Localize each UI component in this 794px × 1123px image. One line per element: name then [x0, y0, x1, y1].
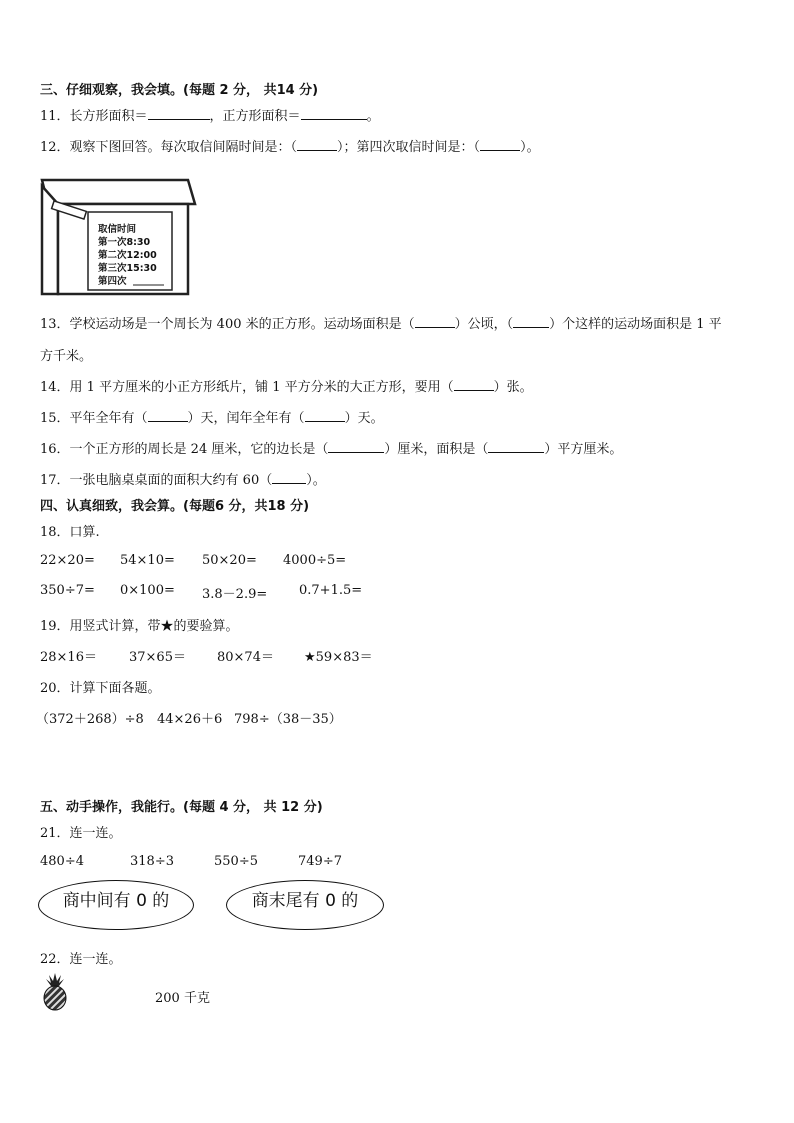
oral-calc-1: 22×20=: [40, 553, 95, 568]
question-11: 11．长方形面积＝ ，正方形面积＝ 。: [40, 109, 380, 124]
division-4: 749÷7: [298, 854, 342, 869]
answer-blank[interactable]: [305, 409, 345, 422]
oval-middle-zero[interactable]: 商中间有 0 的: [38, 880, 194, 930]
mailbox-title: 取信时间: [98, 224, 137, 235]
mailbox-line3: 第三次15:30: [98, 263, 157, 274]
vertical-calc-3: 80×74＝: [217, 650, 274, 665]
mailbox-line4: 第四次: [98, 276, 127, 287]
question-15: 15．平年全年有（ ）天，闰年全年有（ ）天。: [40, 411, 384, 426]
answer-blank[interactable]: [415, 315, 455, 328]
expr-calc-1: （372＋268）÷8: [36, 712, 144, 727]
division-2: 318÷3: [130, 854, 174, 869]
question-16: 16．一个正方形的周长是 24 厘米，它的边长是（ ）厘米，面积是（ ）平方厘米。: [40, 442, 623, 457]
question-14: 14．用 1 平方厘米的小正方形纸片，铺 1 平方分米的大正方形，要用（ ）张。: [40, 380, 533, 395]
oral-calc-7: 3.8－2.9=: [202, 587, 268, 602]
answer-blank[interactable]: [297, 138, 337, 151]
question-20: 20．计算下面各题。: [40, 681, 161, 696]
question-12: 12．观察下图回答。每次取信间隔时间是：（ ）；第四次取信时间是：（ ）。: [40, 140, 540, 155]
question-18: 18．口算.: [40, 525, 100, 540]
mailbox-image: [38, 176, 198, 298]
oral-calc-3: 50×20=: [202, 553, 257, 568]
division-3: 550÷5: [214, 854, 258, 869]
answer-blank[interactable]: [454, 378, 494, 391]
oral-calc-2: 54×10=: [120, 553, 175, 568]
section5-title: 五、动手操作，我能行。(每题 4 分， 共 12 分): [40, 800, 323, 815]
section3-title: 三、仔细观察，我会填。(每题 2 分， 共14 分): [40, 83, 319, 98]
answer-blank[interactable]: [488, 440, 544, 453]
question-17: 17．一张电脑桌桌面的面积大约有 60（ ）。: [40, 473, 326, 488]
question-21: 21．连一连。: [40, 826, 122, 841]
answer-blank[interactable]: [272, 471, 306, 484]
expr-calc-3: 798÷（38－35）: [234, 712, 342, 727]
answer-blank[interactable]: [480, 138, 520, 151]
answer-blank[interactable]: [148, 107, 210, 120]
division-1: 480÷4: [40, 854, 84, 869]
oral-calc-6: 0×100=: [120, 583, 175, 598]
question-22: 22．连一连。: [40, 952, 122, 967]
mailbox-line1: 第一次8:30: [98, 237, 151, 248]
vertical-calc-2: 37×65＝: [129, 650, 186, 665]
question-13: 13．学校运动场是一个周长为 400 米的正方形。运动场面积是（ ）公顷，（ ）个这样的运动场面积是 1 平: [40, 317, 722, 332]
weight-label: 200 千克: [155, 991, 210, 1006]
answer-blank[interactable]: [328, 440, 384, 453]
mailbox-line2: 第二次12:00: [98, 250, 157, 261]
oral-calc-4: 4000÷5=: [283, 553, 347, 568]
answer-blank[interactable]: [301, 107, 367, 120]
oval-end-zero[interactable]: 商末尾有 0 的: [226, 880, 384, 930]
expr-calc-2: 44×26＋6: [157, 712, 223, 727]
vertical-calc-4: ★59×83＝: [304, 650, 373, 665]
vertical-calc-1: 28×16＝: [40, 650, 97, 665]
question-19: 19．用竖式计算，带★的要验算。: [40, 619, 239, 634]
answer-blank[interactable]: [513, 315, 549, 328]
oral-calc-8: 0.7+1.5=: [299, 583, 363, 598]
section4-title: 四、认真细致，我会算。(每题6 分，共18 分): [40, 499, 310, 514]
question-13-cont: 方千米。: [40, 349, 93, 364]
answer-blank[interactable]: [148, 409, 188, 422]
oral-calc-5: 350÷7=: [40, 583, 95, 598]
pineapple-icon: [38, 971, 72, 1011]
